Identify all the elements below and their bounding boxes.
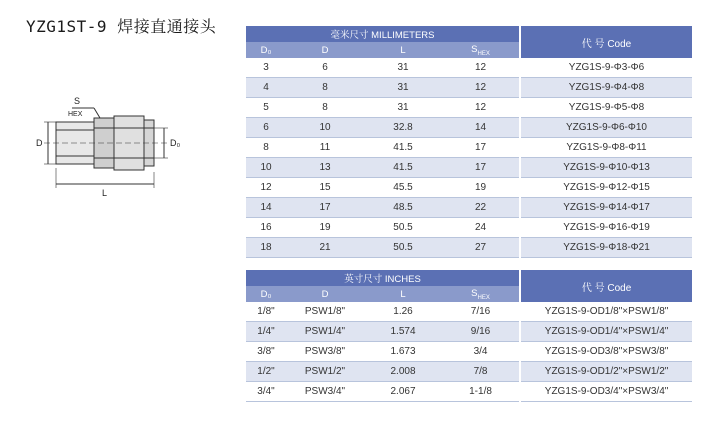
table-cell: 17 (286, 198, 364, 218)
table-row (246, 118, 692, 138)
table-cell: 16 (246, 218, 286, 238)
table-cell: 14 (246, 198, 286, 218)
table-cell: 10 (246, 158, 286, 178)
table-cell: 11 (286, 138, 364, 158)
table-cell: 50.5 (364, 218, 442, 238)
table-cell: 1/2" (246, 362, 286, 382)
code-cell: YZG1S-9-Φ16-Φ19 (520, 218, 692, 238)
table-cell: PSW1/8" (286, 302, 364, 322)
table-cell: PSW1/2" (286, 362, 364, 382)
table-cell: 41.5 (364, 158, 442, 178)
code-cell: YZG1S-9-OD1/8"×PSW1/8" (520, 302, 692, 322)
table-cell: 7/16 (442, 302, 520, 322)
table-row (246, 98, 692, 118)
table-cell: 1/4" (246, 322, 286, 342)
table-cell: PSW3/4" (286, 382, 364, 402)
table-cell: 31 (364, 78, 442, 98)
table-cell: 1.574 (364, 322, 442, 342)
code-cell: YZG1S-9-OD3/8"×PSW3/8" (520, 342, 692, 362)
table-row (246, 302, 692, 322)
table-cell: 6 (286, 58, 364, 78)
table-cell: 12 (246, 178, 286, 198)
code-cell: YZG1S-9-Φ3-Φ6 (520, 58, 692, 78)
table-row (246, 382, 692, 402)
table-row (246, 158, 692, 178)
table-cell: 8 (286, 78, 364, 98)
table-row (246, 218, 692, 238)
label-s: S (74, 96, 81, 106)
table-cell: 45.5 (364, 178, 442, 198)
table-row (246, 78, 692, 98)
table-cell: PSW1/4" (286, 322, 364, 342)
table-cell: 19 (442, 178, 520, 198)
metric-col-s-label: S (471, 43, 478, 55)
table-row (246, 238, 692, 258)
metric-col-l: L (364, 42, 442, 58)
code-cell: YZG1S-9-Φ8-Φ11 (520, 138, 692, 158)
code-cell: YZG1S-9-Φ18-Φ21 (520, 238, 692, 258)
table-row (246, 138, 692, 158)
code-cell: YZG1S-9-OD1/4"×PSW1/4" (520, 322, 692, 342)
table-cell: 41.5 (364, 138, 442, 158)
table-cell: 5 (246, 98, 286, 118)
table-cell: 1/8" (246, 302, 286, 322)
table-cell: 24 (442, 218, 520, 238)
table-cell: 17 (442, 158, 520, 178)
inch-col-d: D (286, 286, 364, 302)
table-cell: 48.5 (364, 198, 442, 218)
table-cell: 10 (286, 118, 364, 138)
table-cell: 13 (286, 158, 364, 178)
code-cell: YZG1S-9-Φ12-Φ15 (520, 178, 692, 198)
table-cell: 3/4" (246, 382, 286, 402)
table-cell: 18 (246, 238, 286, 258)
metric-col-s (442, 42, 520, 58)
inch-code-header: 代 号 Code (520, 270, 692, 302)
table-cell: 1.26 (364, 302, 442, 322)
table-cell: 6 (246, 118, 286, 138)
table-cell: 2.067 (364, 382, 442, 402)
code-cell: YZG1S-9-OD1/2"×PSW1/2" (520, 362, 692, 382)
table-row (246, 178, 692, 198)
metric-col-d: D (286, 42, 364, 58)
table-cell: 7/8 (442, 362, 520, 382)
table-cell: PSW3/8" (286, 342, 364, 362)
code-cell: YZG1S-9-OD3/4"×PSW3/4" (520, 382, 692, 402)
table-row (246, 58, 692, 78)
metric-table (246, 26, 692, 258)
table-row (246, 342, 692, 362)
table-row (246, 322, 692, 342)
table-cell: 14 (442, 118, 520, 138)
table-cell: 21 (286, 238, 364, 258)
code-cell: YZG1S-9-Φ14-Φ17 (520, 198, 692, 218)
inch-table (246, 270, 692, 402)
table-cell: 12 (442, 98, 520, 118)
table-cell: 50.5 (364, 238, 442, 258)
table-cell: 27 (442, 238, 520, 258)
label-l: L (102, 188, 108, 198)
inch-col-s-label: S (471, 287, 478, 299)
table-row (246, 198, 692, 218)
inch-col-s (442, 286, 520, 302)
table-cell: 4 (246, 78, 286, 98)
table-cell: 17 (442, 138, 520, 158)
table-row (246, 362, 692, 382)
label-d: D (36, 138, 43, 148)
table-cell: 3/4 (442, 342, 520, 362)
code-cell: YZG1S-9-Φ10-Φ13 (520, 158, 692, 178)
label-hex: HEX (68, 111, 83, 118)
code-cell: YZG1S-9-Φ4-Φ8 (520, 78, 692, 98)
inch-band-title: 英寸尺寸 INCHES (246, 270, 520, 286)
fitting-drawing (34, 84, 214, 204)
inch-col-l: L (364, 286, 442, 302)
table-cell: 32.8 (364, 118, 442, 138)
table-cell: 8 (246, 138, 286, 158)
metric-col-s-subscript: HEX (477, 50, 490, 57)
inch-col-s-subscript: HEX (477, 294, 490, 301)
table-cell: 3/8" (246, 342, 286, 362)
table-cell: 3 (246, 58, 286, 78)
page-title: YZG1ST-9 焊接直通接头 (26, 17, 217, 36)
metric-code-header: 代 号 Code (520, 26, 692, 58)
table-cell: 9/16 (442, 322, 520, 342)
table-cell: 15 (286, 178, 364, 198)
table-cell: 22 (442, 198, 520, 218)
table-cell: 8 (286, 98, 364, 118)
metric-band-title: 毫米尺寸 MILLIMETERS (246, 26, 520, 42)
table-cell: 19 (286, 218, 364, 238)
table-cell: 2.008 (364, 362, 442, 382)
table-cell: 31 (364, 58, 442, 78)
code-cell: YZG1S-9-Φ5-Φ8 (520, 98, 692, 118)
table-cell: 1-1/8 (442, 382, 520, 402)
table-cell: 12 (442, 58, 520, 78)
inch-col-d0: D₀ (246, 286, 286, 302)
table-cell: 31 (364, 98, 442, 118)
table-cell: 1.673 (364, 342, 442, 362)
table-cell: 12 (442, 78, 520, 98)
metric-col-d0: D₀ (246, 42, 286, 58)
label-d0: D₀ (170, 138, 181, 148)
code-cell: YZG1S-9-Φ6-Φ10 (520, 118, 692, 138)
